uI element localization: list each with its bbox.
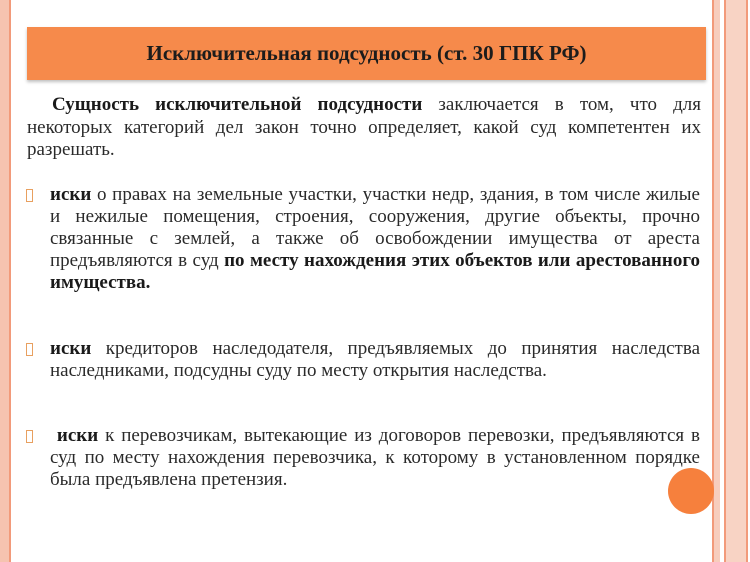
decorative-circle (668, 468, 714, 514)
bullet-text: о правах на земельные участки, участки недр, здания, в том числе жилые и нежилые помещения, строения, сооружения, другие объекты, прочно связанные с землей, а также об освобождении имущества от ареста предъявляются в суд (50, 184, 700, 271)
intro-paragraph (27, 94, 701, 162)
intro-text: заключается в том, что для некоторых категорий дел закон точно определяет, какой суд компетентен их разрешать. (27, 94, 701, 160)
bullet-item-2 (50, 338, 700, 382)
bullet-item-1 (50, 184, 700, 294)
slide-title: Исключительная подсудность (ст. 30 ГПК РФ) (146, 41, 587, 65)
bullet-bold: иски (50, 338, 92, 359)
bullet-icon (26, 343, 33, 356)
left-border-decoration (0, 0, 11, 562)
title-band (27, 27, 706, 80)
bullet-text: к перевозчикам, вытекающие из договоров перевозки, предъявляются в суд по месту нахождения перевозчика, к которому в установленном порядке была предъявлена претензия. (50, 425, 700, 490)
bullet-bold-end: по месту нахождения этих объектов или арестованного имущества. (50, 250, 700, 293)
bullet-bold: иски (50, 184, 92, 205)
bullet-icon (26, 430, 33, 443)
bullet-icon (26, 189, 33, 202)
bullet-text: кредиторов наследодателя, предъявляемых до принятия наследства наследниками, подсудны суду по месту открытия наследства. (50, 338, 700, 381)
right-border-decoration (712, 0, 720, 562)
right-border-stripe (724, 0, 748, 562)
intro-bold: Сущность исключительной подсудности (52, 94, 423, 115)
bullet-bold: иски (50, 425, 99, 446)
bullet-item-3 (50, 425, 700, 491)
